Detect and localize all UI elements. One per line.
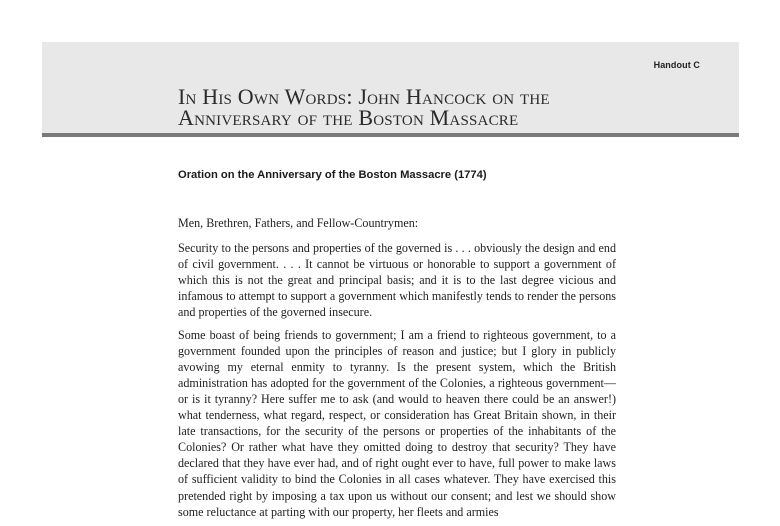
salutation: Men, Brethren, Fathers, and Fellow-Countrymen: (178, 216, 419, 230)
page-title-line-1: In His Own Words: John Hancock on the (178, 84, 550, 109)
page-title-line-2: Anniversary of the Boston Massacre (178, 105, 519, 130)
document-heading: Oration on the Anniversary of the Boston Massacre (1774) (178, 169, 487, 181)
paragraph-2: Some boast of being friends to government; I am a friend to righteous government, to a government founded upon the principles of reason and justice; but I glory in publicly avowing my eternal enmity to tyranny. Is the present system, which the British administration has adopted for the government of the Colonies, a righteous government—or is it tyranny? Here suffer me to ask (and would to heaven there could be an answer!) what tenderness, what regard, respect, or consideration has Great Britain shown, in their late transactions, for the security of the persons or properties of the inhabitants of the Colonies? Or rather what have they omitted doing to destroy that security? They have declared that they have ever had, and of right ought ever to have, full power to make laws of sufficient validity to bind the Colonies in all cases whatever. They have exercised this pretended right by imposing a tax upon us without our consent; and lest we should show some reluctance at parting with our property, her fleets and armies (178, 327, 616, 519)
header-divider (42, 133, 739, 137)
page-title (178, 86, 698, 128)
document-body (178, 215, 616, 526)
handout-label: Handout C (653, 60, 700, 70)
paragraph-1: Security to the persons and properties of the governed is . . . obviously the design and end of civil government. . . . It cannot be virtuous or honorable to support a government of which this is not the great and principal basis; and it is to the last degree vicious and infamous to attempt to support a government which manifestly tends to render the persons and properties of the governed insecure. (178, 241, 616, 320)
